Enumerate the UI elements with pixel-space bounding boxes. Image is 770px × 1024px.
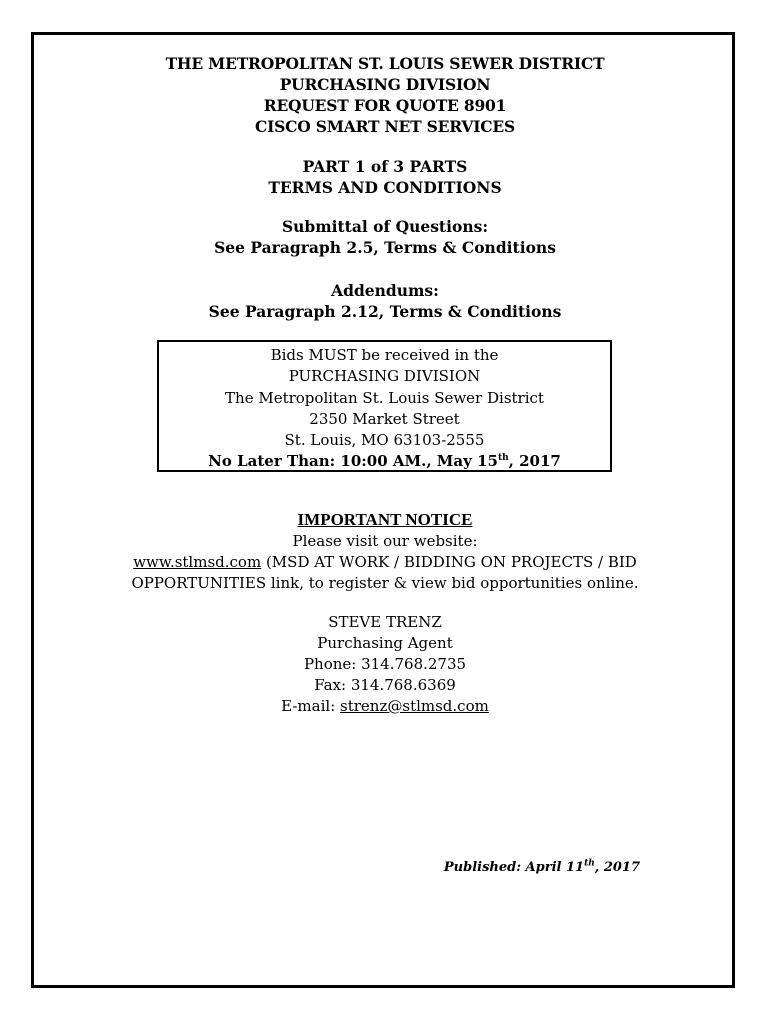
bid-box-line1: Bids MUST be received in the [270, 346, 499, 364]
header-district: THE METROPOLITAN ST. LOUIS SEWER DISTRICT [165, 54, 605, 73]
notice-line2-rest: (MSD AT WORK / BIDDING ON PROJECTS / BID [261, 553, 637, 571]
contact-fax: Fax: 314.768.6369 [314, 676, 456, 694]
published-sup: th [584, 858, 595, 869]
published-year: , 2017 [594, 860, 640, 875]
important-notice [0, 509, 770, 594]
notice-line2 [0, 552, 770, 573]
contact-name: STEVE TRENZ [328, 613, 442, 631]
document-header [0, 53, 770, 137]
contact-block [0, 612, 770, 717]
questions-section [0, 216, 770, 258]
questions-reference: See Paragraph 2.5, Terms & Conditions [214, 238, 556, 257]
bid-deadline [159, 451, 610, 472]
bid-box-line5: St. Louis, MO 63103-2555 [284, 431, 485, 450]
bid-box-line3: The Metropolitan St. Louis Sewer District [225, 388, 544, 407]
header-rfq-number: REQUEST FOR QUOTE 8901 [263, 96, 507, 115]
contact-email-label: E-mail: [281, 697, 341, 715]
bid-box-line2: PURCHASING DIVISION [288, 367, 481, 386]
contact-phone: Phone: 314.768.2735 [303, 655, 467, 673]
bid-deadline-text: No Later Than: 10:00 AM., May 15 [208, 452, 498, 471]
addendums-section [0, 280, 770, 322]
website-link[interactable]: www.stlmsd.com [133, 553, 262, 571]
part-title: TERMS AND CONDITIONS [268, 178, 502, 197]
contact-email-link[interactable]: strenz@stlmsd.com [340, 697, 489, 715]
addendums-title: Addendums: [331, 281, 439, 300]
published-date [380, 860, 640, 875]
bid-box-line4: 2350 Market Street [309, 409, 460, 428]
notice-line1: Please visit our website: [292, 532, 478, 550]
contact-email-line [0, 696, 770, 717]
notice-title: IMPORTANT NOTICE [297, 510, 473, 529]
bid-deadline-year: , 2017 [508, 452, 561, 471]
part-section [0, 156, 770, 198]
header-division: PURCHASING DIVISION [279, 75, 491, 94]
published-text: Published: April 11 [443, 860, 585, 875]
addendums-reference: See Paragraph 2.12, Terms & Conditions [208, 302, 562, 321]
notice-line3: OPPORTUNITIES link, to register & view bid opportunities online. [131, 574, 639, 592]
contact-title: Purchasing Agent [317, 634, 453, 652]
questions-title: Submittal of Questions: [281, 217, 489, 236]
bid-deadline-sup: th [497, 453, 509, 464]
part-number: PART 1 of 3 PARTS [302, 157, 468, 176]
bid-submission-box [157, 340, 612, 472]
header-service: CISCO SMART NET SERVICES [254, 117, 515, 136]
